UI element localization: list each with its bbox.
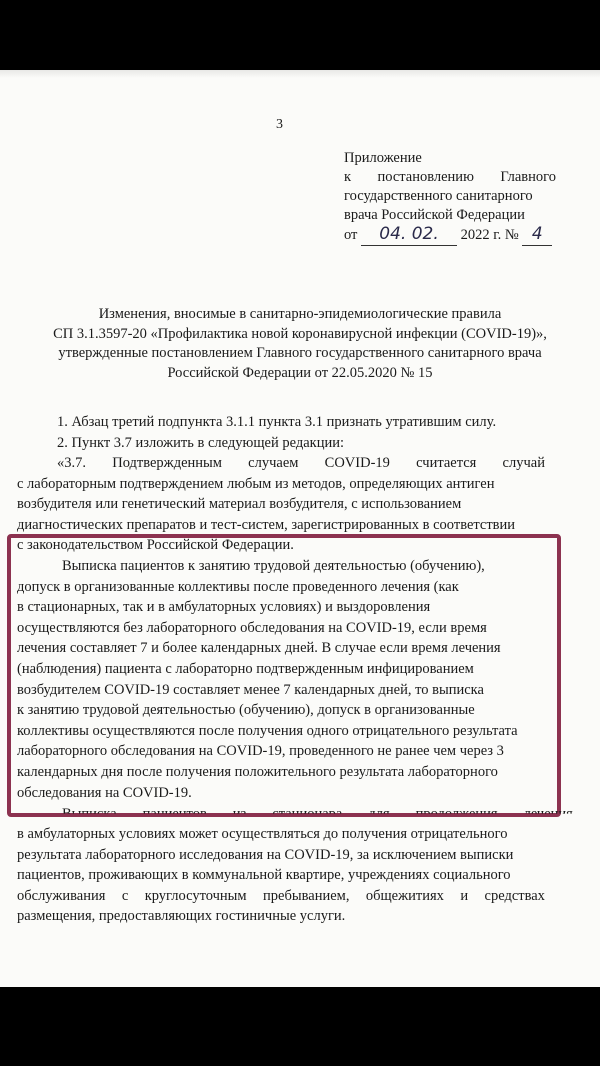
paragraph-line: Выписка пациентов к занятию трудовой деятельностью (обучению), — [62, 558, 485, 574]
word: средствах — [484, 887, 545, 904]
paragraph-line — [17, 886, 545, 907]
paragraph-line: с законодательством Российской Федерации. — [17, 537, 294, 554]
word: считается — [416, 455, 477, 471]
appendix-header — [344, 149, 556, 246]
paragraph-line: с лабораторным подтверждением любым из методов, определяющих антиген — [17, 475, 495, 492]
title-line: СП 3.1.3597-20 «Профилактика новой коронавирусной инфекции (COVID-19)», — [53, 325, 547, 342]
title-line: Российской Федерации от 22.05.2020 № 15 — [167, 364, 433, 381]
word: и — [460, 887, 469, 904]
handwritten-number-field — [522, 225, 552, 246]
paragraph-line: возбудителя или генетический материал возбудителя, с использованием — [17, 496, 462, 513]
title-line: утвержденные постановлением Главного государственного санитарного врача — [58, 345, 542, 361]
handwritten-number: 4 — [531, 224, 543, 244]
word: круглосуточным — [144, 887, 247, 904]
word: COVID-19 — [324, 455, 390, 471]
paragraph-line: обследования на COVID-19. — [17, 784, 192, 801]
paragraph-line: лабораторного обследования на COVID-19, проведенного не ранее чем через 3 — [17, 743, 504, 760]
appendix-line: Приложение — [344, 150, 422, 166]
handwritten-date-field — [361, 225, 457, 246]
paragraph-line: лечения составляет 7 и более календарных дней. В случае если время лечения — [17, 640, 501, 657]
paragraph-line: допуск в организованные коллективы после проведенного лечения (как — [17, 578, 459, 595]
appendix-line: государственного санитарного — [344, 188, 533, 204]
page-edge — [0, 70, 600, 78]
paragraph-line: календарных дня после получения положительного результата лабораторного — [17, 763, 498, 780]
appendix-word: Главного — [500, 169, 556, 185]
paragraph-line: диагностических препаратов и тест-систем, зарегистрированных в соответствии — [17, 516, 516, 533]
word: общежитиях — [365, 887, 444, 904]
red-highlight-frame — [7, 534, 561, 817]
page-number: 3 — [276, 117, 283, 132]
word: случаем — [248, 455, 299, 471]
paragraph-line: размещения, предоставляющих гостиничные услуги. — [17, 908, 346, 925]
title-line: Изменения, вносимые в санитарно-эпидемиологические правила — [98, 306, 502, 322]
handwritten-date: 04. 02. — [379, 224, 439, 244]
list-item-1: 1. Абзац третий подпункта 3.1.1 пункта 3.1 признать утратившим силу. — [57, 414, 497, 430]
appendix-word: постановлению — [377, 169, 474, 185]
paragraph-line: в стационарных, так и в амбулаторных условиях) и выздоровления — [17, 599, 431, 616]
word: Подтвержденным — [112, 455, 222, 471]
appendix-line: врача Российской Федерации — [344, 207, 525, 223]
date-year: 2022 г. № — [460, 227, 519, 243]
paragraph-line: коллективы осуществляются после получения одного отрицательного результата — [17, 722, 518, 739]
word: «3.7. — [57, 455, 86, 471]
paragraph-line: к занятию трудовой деятельностью (обучению), допуск в организованные — [17, 702, 475, 719]
date-prefix: от — [344, 227, 358, 243]
paragraph-line — [17, 453, 545, 474]
document-title — [10, 305, 590, 383]
paragraph-line: пациентов, проживающих в коммунальной квартире, учреждениях социального — [17, 867, 511, 884]
list-item-2: 2. Пункт 3.7 изложить в следующей редакции: — [57, 434, 345, 451]
appendix-word: к — [344, 169, 352, 185]
word: случай — [502, 455, 545, 471]
word: с — [121, 887, 129, 904]
paragraph-discharge — [17, 824, 545, 927]
paragraph-line: возбудителем COVID-19 составляет менее 7 календарных дней, то выписка — [17, 681, 484, 698]
items-block — [17, 412, 545, 453]
paragraph-line: в амбулаторных условиях может осуществляться до получения отрицательного — [17, 826, 508, 842]
word: обслуживания — [17, 887, 106, 904]
paragraph-line: результата лабораторного исследования на COVID-19, за исключением выписки — [17, 846, 514, 863]
paragraph-line: осуществляются без лабораторного обследования на COVID-19, если время — [17, 619, 487, 636]
paragraph-line: (наблюдения) пациента с лабораторно подтвержденным инфицированием — [17, 660, 474, 677]
appendix-date-line — [344, 225, 556, 246]
word: пребыванием, — [263, 887, 350, 904]
appendix-line — [344, 168, 556, 187]
